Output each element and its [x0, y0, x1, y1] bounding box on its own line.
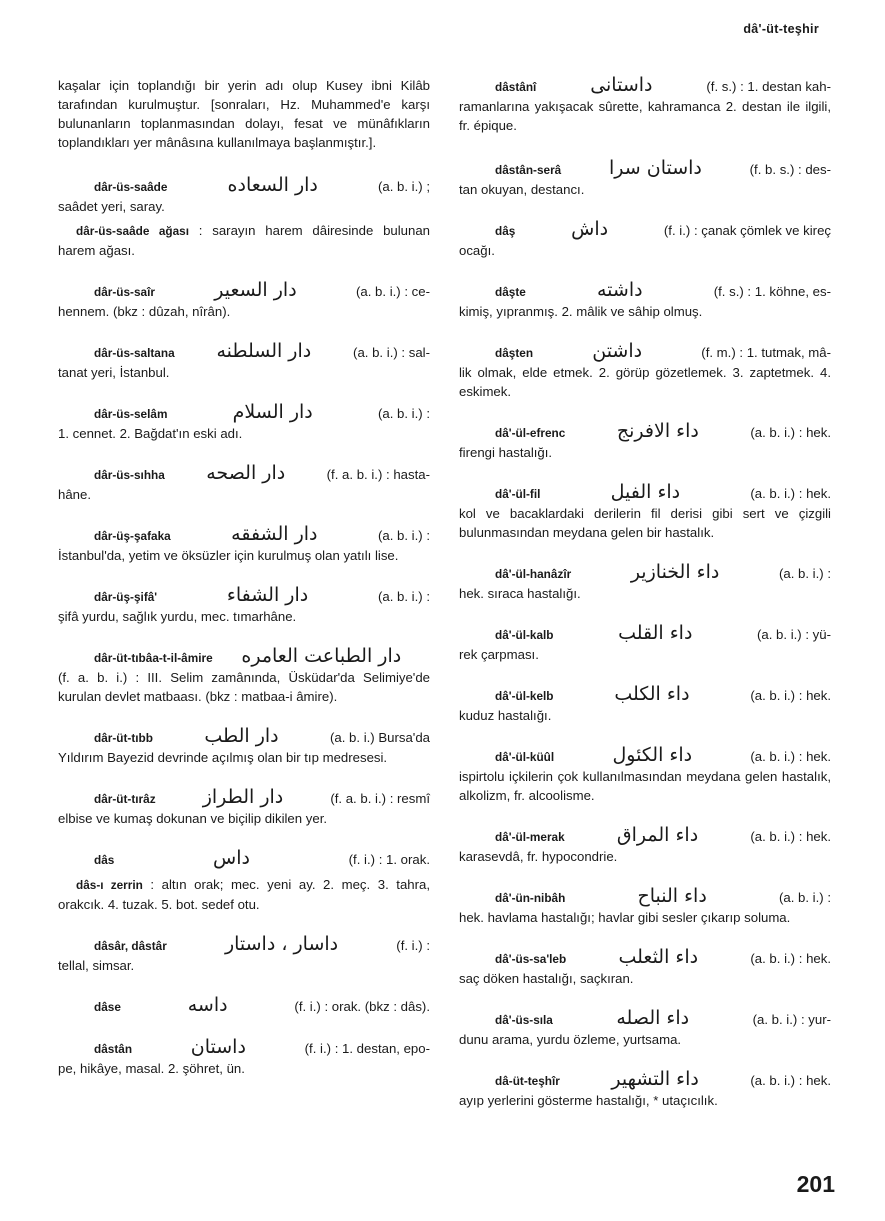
dictionary-entry	[459, 483, 831, 542]
entry-continuation-text: kaşalar için toplandığı bir yerin adı olup Kusey ibni Kilâb tarafından kurulmuştur. [sonraları, Hz. Muhammed'e karşı bulunanların toplanmasından dolayı, fesat ve münâfıkların toplandıkları yer mânâsına kullanılmaya başlanmıştır.].	[58, 78, 430, 150]
entry-arabic-script: دار السعير	[214, 279, 297, 301]
dictionary-entry	[58, 875, 430, 914]
dictionary-entry	[459, 826, 831, 866]
entry-etymology: (a. b. i.) : sal-	[353, 345, 430, 360]
entry-headword: dâr-üs-saîr	[94, 285, 155, 299]
entry-headword: dâ'-ül-kelb	[495, 689, 554, 703]
entry-arabic-script: داء المراق	[616, 824, 699, 846]
entry-definition: saç döken hastalığı, saçkıran.	[459, 971, 634, 986]
entry-arabic-script: دار الشفقه	[231, 523, 318, 545]
entry-arabic-script: داء الفيل	[610, 481, 681, 503]
dictionary-entry	[58, 727, 430, 767]
entry-headword: dâr-üs-sıhha	[94, 468, 165, 482]
dictionary-entry	[58, 1038, 430, 1078]
entry-arabic-script: داء الثعلب	[618, 946, 699, 968]
entry-arabic-script: داء الصله	[616, 1007, 690, 1029]
dictionary-entry	[459, 342, 831, 401]
dictionary-entry	[58, 76, 430, 152]
entry-etymology: (a. b. i.) : hek.	[750, 951, 831, 966]
entry-etymology: (f. a. b. i.) : resmî	[330, 791, 430, 806]
entry-headword: dâr-üs-saâde ağası	[76, 224, 189, 238]
entry-definition: şifâ yurdu, sağlık yurdu, mec. tımarhâne.	[58, 609, 297, 624]
dictionary-entry	[58, 281, 430, 321]
entry-etymology: (a. b. i.) :	[778, 890, 831, 905]
entry-definition: elbise ve kumaş dokunan ve biçilip dikilen yer.	[58, 811, 328, 826]
dictionary-entry	[58, 176, 430, 216]
entry-definition: tellal, simsar.	[58, 958, 135, 973]
dictionary-entry	[58, 525, 430, 565]
entry-headword: dâr-üs-saâde	[94, 180, 168, 194]
entry-etymology: (a. b. i.) :	[377, 406, 430, 421]
entry-definition: ayıp yerlerini gösterme hastalığı, * utaçıcılık.	[459, 1093, 718, 1108]
entry-definition: (f. a. b. i.) : III. Selim zamânında, Üsküdar'da Selimiye'de kurulan devlet matbaası. (bkz : matbaa-i âmire).	[58, 670, 430, 704]
entry-arabic-script: داء الكلب	[614, 683, 690, 705]
entry-definition: lik olmak, elde etmek. 2. görüp gözetlemek. 3. zaptetmek. 4. eskimek.	[459, 365, 831, 399]
entry-definition: ocağı.	[459, 243, 495, 258]
entry-definition: kimiş, yıpranmış. 2. mâlik ve sâhip olmuş.	[459, 304, 703, 319]
running-head: dâ'-üt-teşhir	[743, 22, 819, 36]
entry-etymology: (f. m.) : 1. tutmak, mâ-	[701, 345, 831, 360]
entry-arabic-script: دار الطب	[204, 725, 279, 747]
entry-definition: tanat yeri, İstanbul.	[58, 365, 170, 380]
dictionary-entry	[459, 220, 831, 260]
entry-arabic-script: داء الكئول	[612, 744, 693, 766]
entry-arabic-script: داستانى	[590, 74, 653, 96]
entry-arabic-script: داشتن	[592, 340, 643, 362]
entry-definition: ispirtolu içkilerin çok kullanılmasından meydana gelen hastalık, alkolizm, fr. alcoolisme.	[459, 769, 831, 803]
entry-arabic-script: دار الشفاء	[226, 584, 309, 606]
entry-etymology: (f. i.) : orak. (bkz : dâs).	[294, 999, 430, 1014]
entry-arabic-script: داستان سرا	[609, 157, 702, 179]
entry-definition: hennem. (bkz : dûzah, nîrân).	[58, 304, 231, 319]
entry-etymology: (a. b. i.) : hek.	[750, 425, 831, 440]
entry-headword: dâ'-ül-fil	[495, 487, 541, 501]
entry-headword: dâs-ı zerrin	[76, 878, 143, 892]
entry-headword: dâs	[94, 853, 115, 867]
entry-definition: pe, hikâye, masal. 2. şöhret, ün.	[58, 1061, 245, 1076]
entry-definition: hek. sıraca hastalığı.	[459, 586, 581, 601]
entry-headword: dâ'-ül-efrenc	[495, 426, 566, 440]
dictionary-entry	[58, 221, 430, 260]
dictionary-entry	[459, 948, 831, 988]
entry-headword: dâr-üs-saltana	[94, 346, 175, 360]
entry-headword: dâşten	[495, 346, 534, 360]
entry-arabic-script: داش	[571, 218, 609, 240]
entry-headword: dâ'-üs-sıla	[495, 1013, 553, 1027]
entry-arabic-script: دار السلطنه	[216, 340, 312, 362]
entry-arabic-script: داء التشهير	[611, 1068, 699, 1090]
dictionary-entry	[459, 746, 831, 805]
entry-definition: : altın orak; mec. yeni ay. 2. meç. 3. tahra, orakcık. 4. tuzak. 5. bot. sedef otu.	[58, 877, 431, 912]
entry-etymology: (a. b. i.) :	[377, 528, 430, 543]
dictionary-entry	[459, 422, 831, 462]
entry-arabic-script: دار السعاده	[227, 174, 318, 196]
entry-etymology: (a. b. i.) : ce-	[355, 284, 430, 299]
entry-etymology: (f. a. b. i.) : hasta-	[326, 467, 430, 482]
page-number: 201	[796, 1171, 835, 1197]
entry-headword: dâsâr, dâstâr	[94, 939, 167, 953]
dictionary-entry	[58, 586, 430, 626]
dictionary-entry	[58, 849, 430, 870]
entry-headword: dâş	[495, 224, 516, 238]
entry-headword: dâr-üt-tıbâa-t-il-âmire	[94, 651, 213, 665]
entry-definition: 1. cennet. 2. Bağdat'ın eski adı.	[58, 426, 243, 441]
entry-headword: dâr-üs-selâm	[94, 407, 168, 421]
entry-headword: dâstân-serâ	[495, 163, 562, 177]
entry-headword: dâr-üş-şafaka	[94, 529, 171, 543]
entry-arabic-script: دار الطراز	[202, 786, 284, 808]
entry-arabic-script: دار السلام	[232, 401, 313, 423]
entry-headword: dâstânî	[495, 80, 537, 94]
entry-headword: dâ'-ül-merak	[495, 830, 565, 844]
entry-definition: kol ve bacaklardaki derilerin fil derisi gibi sert ve çizgili bulunmasından meydana gelen bir hastalık.	[459, 506, 831, 540]
entry-etymology: (a. b. i.) : hek.	[750, 1073, 831, 1088]
left-column	[58, 76, 430, 1099]
entry-etymology: (a. b. i.) ;	[377, 179, 430, 194]
entry-headword: dâ'-ül-kalb	[495, 628, 554, 642]
dictionary-entry	[459, 281, 831, 321]
entry-arabic-script: داء النباح	[637, 885, 707, 907]
dictionary-entry	[58, 788, 430, 828]
entry-etymology: (a. b. i.) : hek.	[750, 688, 831, 703]
dictionary-entry	[459, 624, 831, 664]
entry-definition: hek. havlama hastalığı; havlar gibi sesler çıkarıp soluma.	[459, 910, 791, 925]
entry-headword: dâ'-üs-sa'leb	[495, 952, 567, 966]
entry-definition: rek çarpması.	[459, 647, 539, 662]
entry-arabic-script: داسار ، داستار	[224, 933, 339, 955]
entry-arabic-script: داستان	[190, 1036, 246, 1058]
dictionary-entry	[459, 887, 831, 927]
dictionary-entry	[459, 1070, 831, 1110]
entry-etymology: (f. i.) : 1. orak.	[348, 852, 430, 867]
entry-headword: dâse	[94, 1000, 121, 1014]
entry-etymology: (f. i.) : 1. destan, epo-	[304, 1041, 430, 1056]
entry-headword: dâstân	[94, 1042, 133, 1056]
entry-headword: dâ-üt-teşhîr	[495, 1074, 560, 1088]
entry-definition: Yıldırım Bayezid devrinde açılmış olan bir tıp medresesi.	[58, 750, 388, 765]
entry-arabic-script: دار الطباعت العامره	[241, 645, 402, 667]
entry-etymology: (a. b. i.) :	[778, 566, 831, 581]
entry-etymology: (a. b. i.) : hek.	[750, 749, 831, 764]
entry-definition: ramanlarına yakışacak sûrette, kahramanca 2. destan ile ilgili, fr. épique.	[459, 99, 831, 133]
entry-headword: dâr-üt-tıbb	[94, 731, 153, 745]
entry-definition: hâne.	[58, 487, 92, 502]
entry-definition: : sarayın harem dâiresinde bulunan harem ağası.	[58, 223, 431, 258]
entry-arabic-script: داشته	[596, 279, 643, 301]
dictionary-entry	[459, 563, 831, 603]
entry-arabic-script: داء الخنازير	[630, 561, 720, 583]
dictionary-entry	[459, 76, 831, 135]
dictionary-entry	[58, 464, 430, 504]
entry-definition: saâdet yeri, saray.	[58, 199, 165, 214]
entry-definition: İstanbul'da, yetim ve öksüzler için kurulmuş olan yatılı lise.	[58, 548, 399, 563]
dictionary-entry	[58, 935, 430, 975]
entry-etymology: (a. b. i.) : yur-	[752, 1012, 831, 1027]
entry-etymology: (a. b. i.) : yü-	[756, 627, 831, 642]
entry-definition: tan okuyan, destancı.	[459, 182, 585, 197]
dictionary-entry	[58, 647, 430, 706]
entry-arabic-script: داء القلب	[618, 622, 693, 644]
entry-etymology: (a. b. i.) : hek.	[750, 486, 831, 501]
entry-etymology: (f. i.) :	[396, 938, 430, 953]
entry-definition: karasevdâ, fr. hypocondrie.	[459, 849, 618, 864]
entry-headword: dâr-üş-şifâ'	[94, 590, 158, 604]
dictionary-entry	[58, 403, 430, 443]
entry-headword: dâşte	[495, 285, 526, 299]
entry-etymology: (f. i.) : çanak çömlek ve kireç	[663, 223, 831, 238]
dictionary-entry	[58, 342, 430, 382]
entry-etymology: (f. s.) : 1. köhne, es-	[713, 284, 831, 299]
dictionary-entry	[459, 685, 831, 725]
entry-headword: dâ'-ün-nibâh	[495, 891, 566, 905]
entry-etymology: (a. b. i.) : hek.	[750, 829, 831, 844]
entry-arabic-script: دار الصحه	[206, 462, 286, 484]
entry-etymology: (a. b. i.) Bursa'da	[329, 730, 430, 745]
entry-etymology: (a. b. i.) :	[377, 589, 430, 604]
entry-definition: dunu arama, yurdu özleme, yurtsama.	[459, 1032, 682, 1047]
entry-headword: dâr-üt-tırâz	[94, 792, 156, 806]
entry-headword: dâ'-ül-hanâzîr	[495, 567, 572, 581]
entry-arabic-script: داسه	[187, 994, 228, 1016]
entry-arabic-script: داء الافرنج	[616, 420, 699, 442]
right-column	[459, 76, 831, 1131]
entry-etymology: (f. s.) : 1. destan kah-	[706, 79, 831, 94]
entry-arabic-script: داس	[213, 847, 250, 869]
entry-headword: dâ'-ül-küûl	[495, 750, 555, 764]
entry-definition: firengi hastalığı.	[459, 445, 553, 460]
dictionary-entry	[58, 996, 430, 1017]
entry-definition: kuduz hastalığı.	[459, 708, 552, 723]
entry-etymology: (f. b. s.) : des-	[749, 162, 831, 177]
dictionary-entry	[459, 159, 831, 199]
dictionary-entry	[459, 1009, 831, 1049]
